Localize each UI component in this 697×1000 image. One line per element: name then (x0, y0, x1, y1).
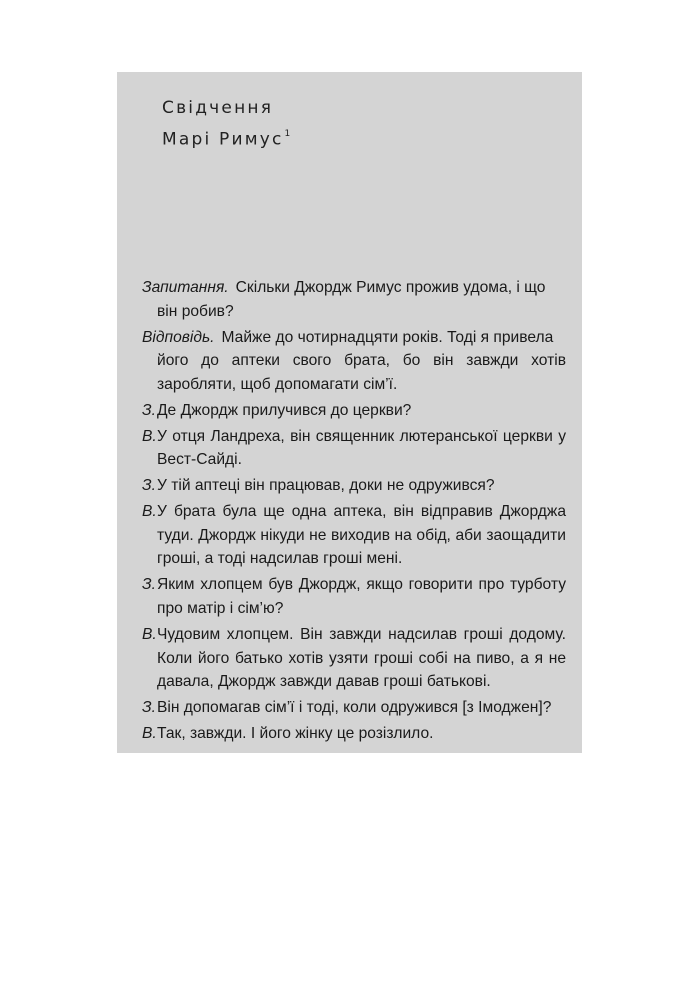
answer-first-line: Майже до чотирнадцяти років. Тоді я привела (221, 328, 554, 346)
question-continuation: він робив? (157, 302, 234, 320)
entry-text: У отця Ландреха, він священник лютеранської церкви у Вест-Сайді. (157, 427, 566, 469)
answer-label: Відповідь. (142, 328, 215, 346)
qa-entry (142, 623, 566, 694)
entry-label: В. (142, 503, 157, 521)
qa-entry (142, 573, 566, 620)
entry-label: З. (142, 576, 156, 594)
qa-entry-answer-intro (142, 326, 566, 397)
answer-continuation: його до аптеки свого брата, бо він завжди хотів заробляти, щоб допомагати сім’ї. (157, 352, 566, 393)
entry-text: Він допомагав сім’ї і тоді, коли одружився [з Імоджен]? (157, 699, 552, 717)
entry-label: В. (142, 427, 157, 445)
testimony-list (142, 276, 566, 748)
entry-text: У брата була ще одна аптека, він відправив Джорджа туди. Джордж нікуди не виходив на обід, аби заощадити гроші, а тоді надсилав гроші мені. (157, 503, 566, 568)
qa-entry (142, 474, 566, 498)
qa-entry-question-intro (142, 276, 566, 323)
entry-label: З. (142, 699, 156, 717)
entry-text: Так, завжди. І його жінку це розізлило. (157, 725, 434, 743)
qa-entry (142, 425, 566, 472)
entry-text: Яким хлопцем був Джордж, якщо говорити про турботу про матір і сім’ю? (157, 576, 566, 618)
footnote-mark: 1 (284, 129, 291, 139)
entry-text: Чудовим хлопцем. Він завжди надсилав гроші додому. Коли його батько хотів узяти гроші собі на пиво, а я не давала, Джордж завжди давав гроші батькові. (157, 626, 566, 691)
entry-label: З. (142, 401, 156, 419)
entry-text: Де Джордж прилучився до церкви? (157, 401, 412, 419)
page-heading (162, 94, 290, 154)
question-first-line: Скільки Джордж Римус прожив удома, і що (235, 279, 546, 296)
entry-label: З. (142, 477, 156, 495)
question-label: Запитання. (142, 279, 229, 296)
entry-label: В. (142, 725, 157, 743)
qa-entry (142, 722, 566, 746)
qa-entry (142, 500, 566, 571)
qa-entry (142, 399, 566, 423)
qa-entry (142, 696, 566, 720)
heading-line-2: Марі Римус (162, 129, 284, 150)
entry-label: В. (142, 626, 157, 644)
entry-text: У тій аптеці він працював, доки не одружився? (157, 477, 495, 495)
heading-line-1: Свідчення (162, 98, 274, 118)
